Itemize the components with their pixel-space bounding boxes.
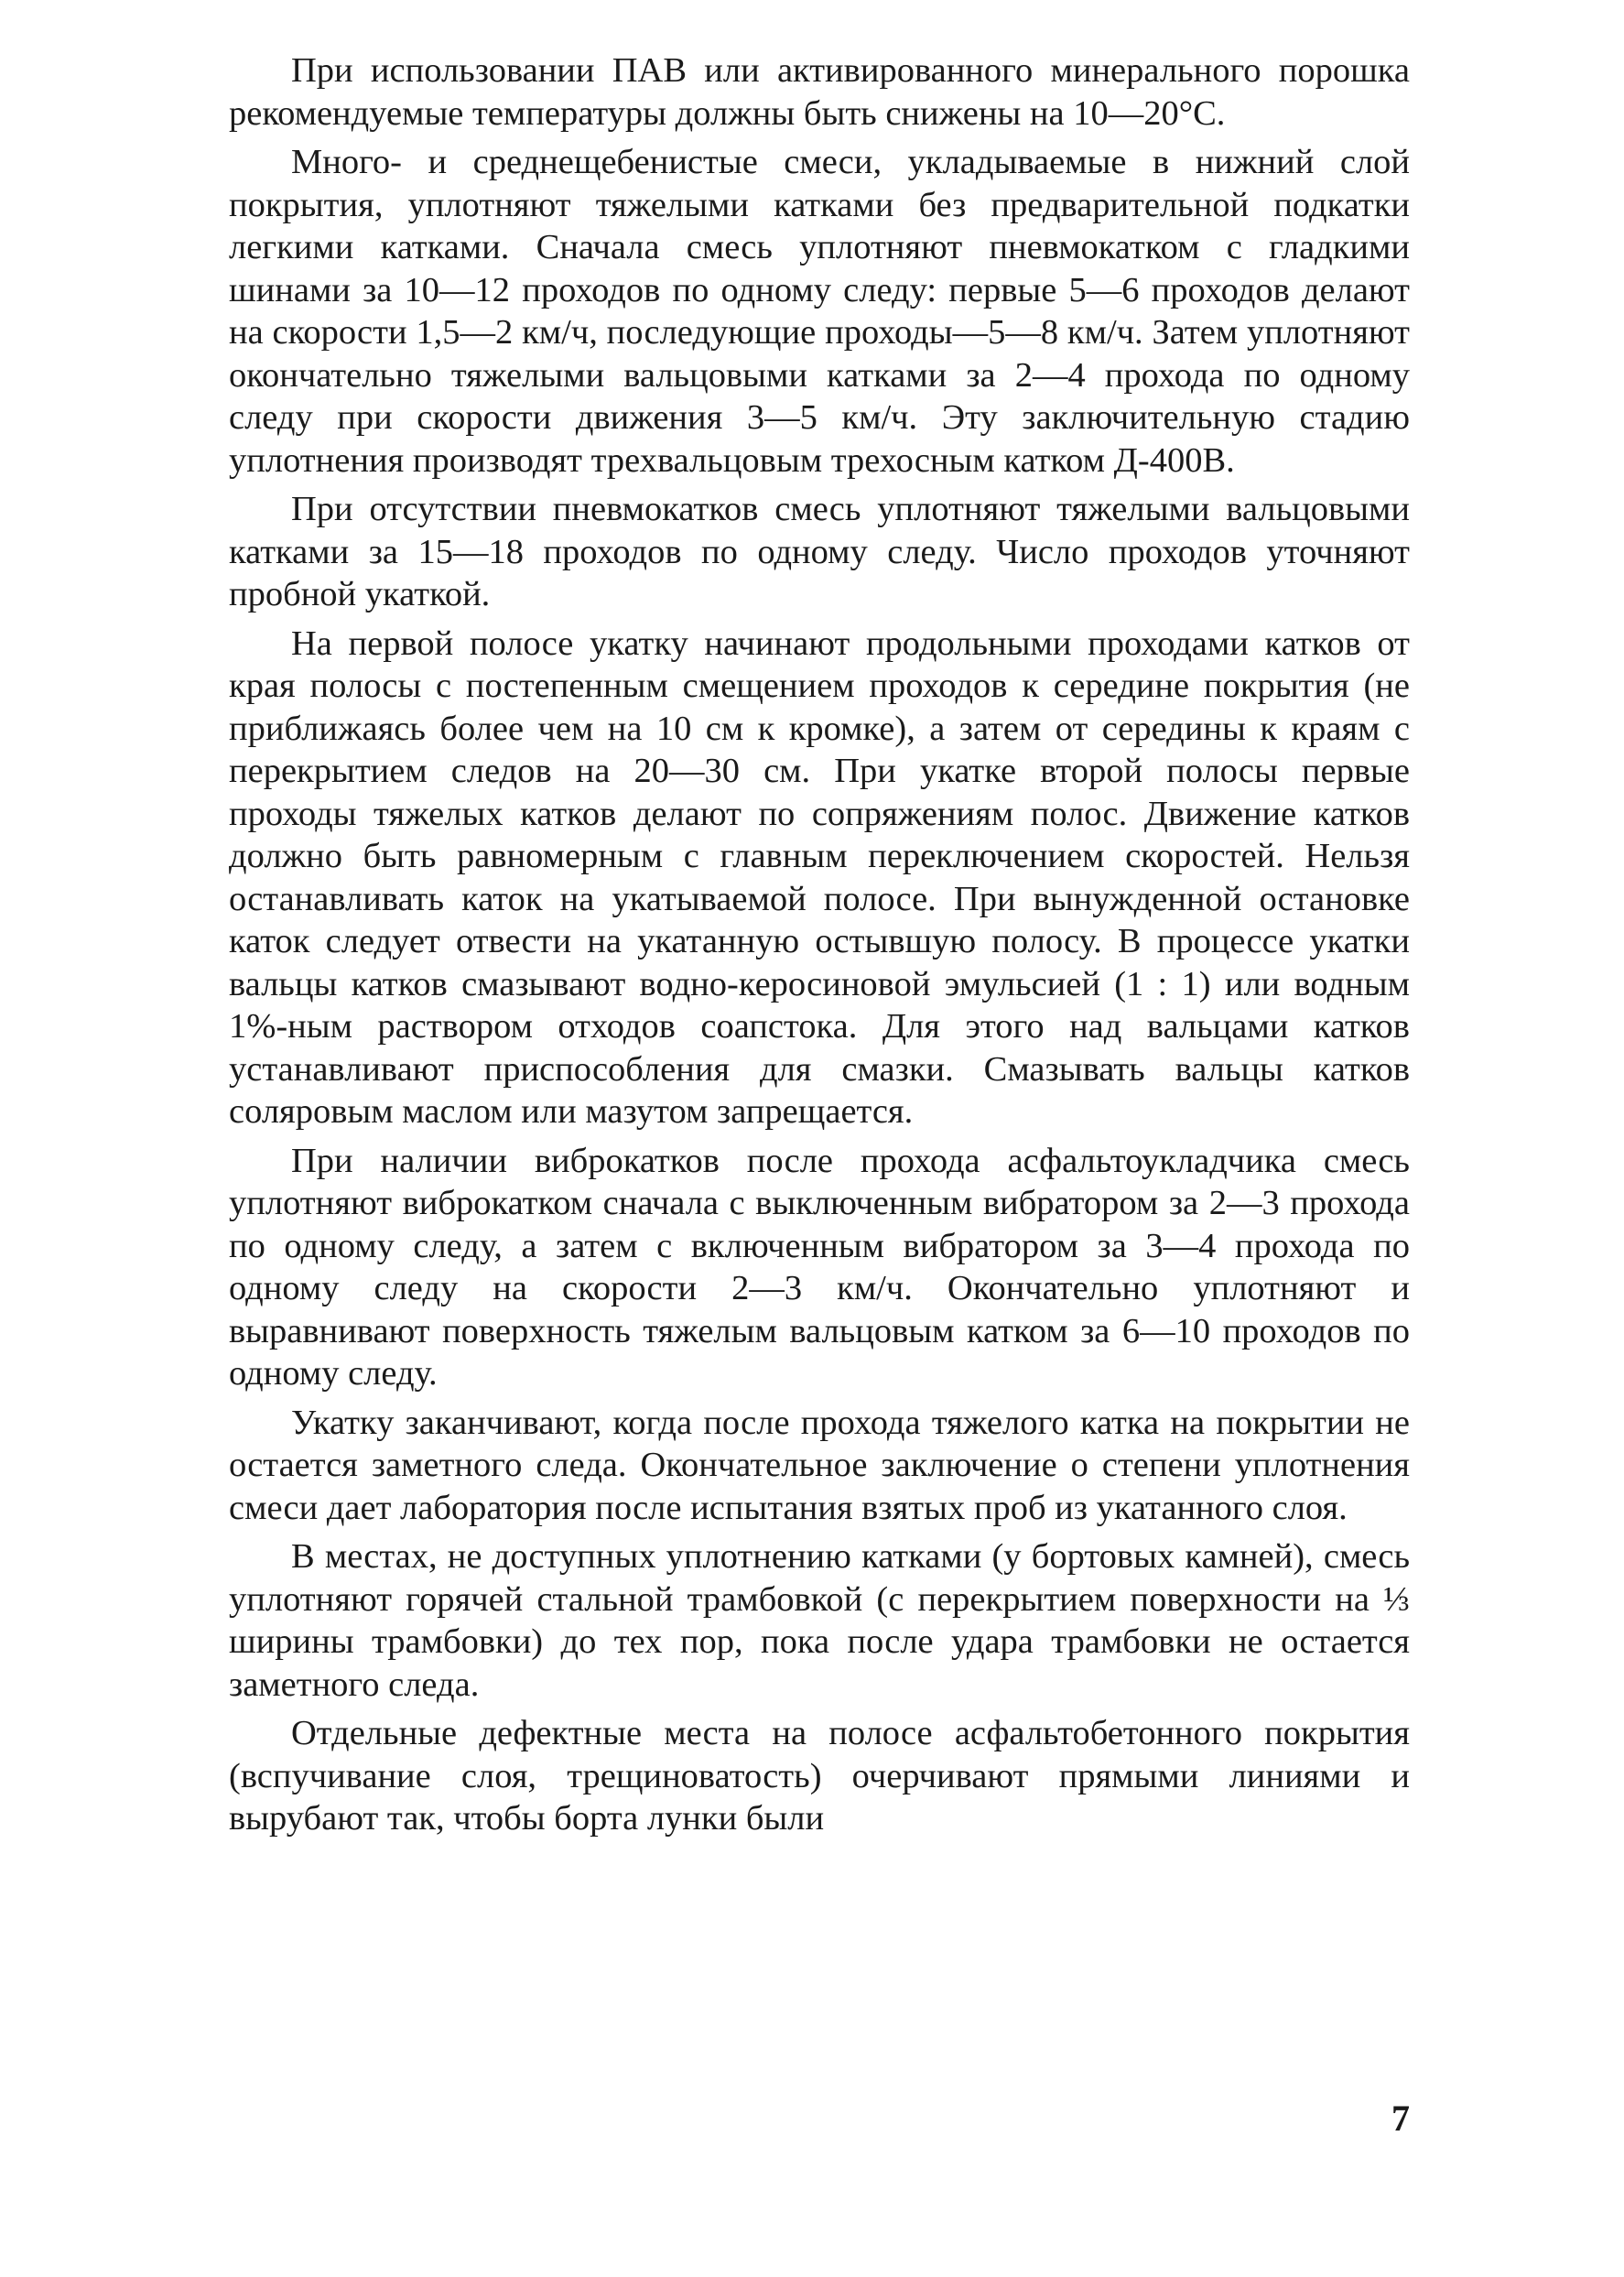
paragraph-1: При использовании ПАВ или активированного минерального порошка рекомендуемые температуры должны быть снижены на 10—20°С.	[229, 51, 1410, 133]
paragraph-4: На первой полосе укатку начинают продольными проходами катков от края полосы с постепенным смещением проходов к середине покрытия (не приближаясь более чем на 10 см к кромке), а затем от середины к краям с перекрытием следов на 20—30 см. При укатке второй полосы первые проходы тяжелых катков делают по сопряжениям полос. Движение катков должно быть равномерным с главным переключением скоростей. Нельзя останавливать каток на укатываемой полосе. При вынужденной остановке каток следует отвести на укатанную остывшую полосу. В процессе укатки вальцы катков смазывают водно-керосиновой эмульсией (1 : 1) или водным 1%-ным раствором отходов соапстока. Для этого над вальцами катков устанавливают приспособления для смазки. Смазывать вальцы катков соляровым маслом или мазутом запрещается.	[229, 623, 1410, 1131]
paragraph-8: Отдельные дефектные места на полосе асфальтобетонного покрытия (вспучивание слоя, трещиноватость) очерчивают прямыми линиями и вырубают так, чтобы борта лунки были	[229, 1714, 1410, 1838]
paragraph-7: В местах, не доступных уплотнению катками (у бортовых камней), смесь уплотняют горячей стальной трамбовкой (с перекрытием поверхности на ⅓ ширины трамбовки) до тех пор, пока после удара трамбовки не остается заметного следа.	[229, 1537, 1410, 1704]
paragraph-3: При отсутствии пневмокатков смесь уплотняют тяжелыми вальцовыми катками за 15—18 проходов по одному следу. Число проходов уточняют пробной укаткой.	[229, 490, 1410, 613]
page-number: 7	[1391, 2098, 1410, 2139]
paragraph-2: Много- и среднещебенистые смеси, укладываемые в нижний слой покрытия, уплотняют тяжелыми катками без предварительной подкатки легкими катками. Сначала смесь уплотняют пневмокатком с гладкими шинами за 10—12 проходов по одному следу: первые 5—6 проходов делают на скорости 1,5—2 км/ч, последующие проходы—5—8 км/ч. Затем уплотняют окончательно тяжелыми вальцовыми катками за 2—4 прохода по одному следу при скорости движения 3—5 км/ч. Эту заключительную стадию уплотнения производят трехвальцовым трехосным катком Д-400В.	[229, 143, 1410, 480]
paragraph-6: Укатку заканчивают, когда после прохода тяжелого катка на покрытии не остается заметного следа. Окончательное заключение о степени уплотнения смеси дает лаборатория после испытания взятых проб из укатанного слоя.	[229, 1403, 1410, 1527]
paragraph-5: При наличии виброкатков после прохода асфальтоукладчика смесь уплотняют виброкатком сначала с выключенным вибратором за 2—3 прохода по одному следу, а затем с включенным вибратором за 3—4 прохода по одному следу на скорости 2—3 км/ч. Окончательно уплотняют и выравнивают поверхность тяжелым вальцовым катком за 6—10 проходов по одному следу.	[229, 1141, 1410, 1393]
page-body	[229, 49, 1410, 1847]
